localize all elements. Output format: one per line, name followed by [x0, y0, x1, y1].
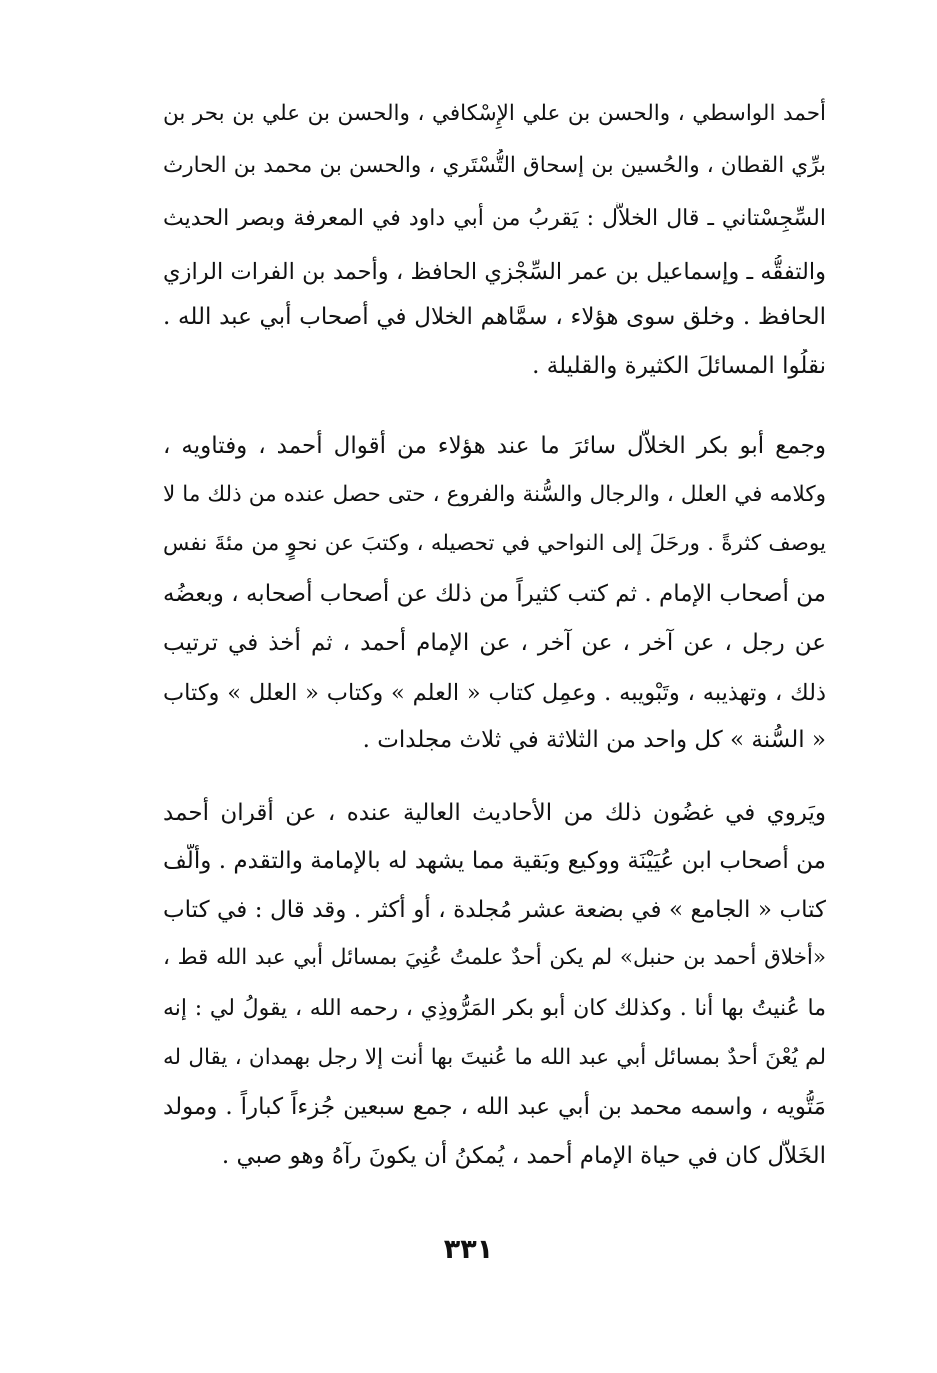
text-line: «أخلاق أحمد بن حنبل» لم يكن أحدٌ علمتُ عُنِيَ بمسائل أبي عبد الله قط ،	[163, 945, 826, 970]
text-line: ما عُنيتُ بها أنا . وكذلك كان أبو بكر المَرُّوذِي ، رحمه الله ، يقولُ لي : إنه	[163, 996, 826, 1021]
text-line: الخَلاَّل كان في حياة الإمام أحمد ، يُمكنُ أن يكونَ رآهُ وهو صبي .	[221, 1143, 826, 1169]
text-line: مَتُّويه ، واسمه محمد بن أبي عبد الله ، جمع سبعين جُزءاً كباراً . ومولد	[163, 1094, 826, 1120]
text-line: نقلُوا المسائلَ الكثيرة والقليلة .	[532, 353, 826, 379]
text-line: لم يُعْنَ أحدٌ بمسائل أبي عبد الله ما عُنيتَ بها أنت إلا رجل بهمدان ، يقال له	[163, 1045, 826, 1070]
text-line: من أصحاب الإمام . ثم كتب كثيراً من ذلك عن أصحاب أصحابه ، وبعضُه	[163, 581, 826, 607]
text-line: ذلك ، وتهذيبه ، وتَبْويبه . وعمِل كتاب « العلم » وكتاب « العلل » وكتاب	[163, 680, 826, 706]
page-number: ٣٣١	[443, 1234, 494, 1265]
text-line: من أصحاب ابن عُيَيْنَة ووكيع وبَقية مما يشهد له بالإمامة والتقدم . وألَّف	[163, 848, 826, 874]
text-line: عن رجل ، عن آخر ، عن آخر ، عن الإمام أحمد ، ثم أخذ في ترتيب	[163, 630, 826, 656]
text-line: ويَروي في غضُون ذلك من الأحاديث العالية عنده ، عن أقران أحمد	[163, 800, 826, 826]
text-line: يوصف كثرةً . ورحَلَ إلى النواحي في تحصيله ، وكتبَ عن نحوٍ من مئةَ نفس	[163, 531, 826, 556]
text-line: « السُّنة » كل واحد من الثلاثة في ثلاث مجلدات .	[362, 727, 826, 753]
text-line: وجمع أبو بكر الخلاَّل سائرَ ما عند هؤلاء من أقوال أحمد ، وفتاويه ،	[163, 433, 826, 459]
text-line: الحافظ . وخلق سوى هؤلاء ، سمَّاهم الخلال في أصحاب أبي عبد الله .	[163, 304, 826, 330]
text-line: برِّي القطان ، والحُسين بن إسحاق التُّسْتَري ، والحسن بن محمد بن الحارث	[163, 153, 826, 178]
text-line: كتاب « الجامع » في بضعة عشر مُجلدة ، أو أكثر . وقد قال : في كتاب	[163, 897, 826, 923]
text-line: والتفقُّه ـ وإسماعيل بن عمر السِّجْزي الحافظ ، وأحمد بن الفرات الرازي	[163, 259, 826, 285]
text-line: السِّجِسْتاني ـ قال الخلاَّل : يَقربُ من أبي داود في المعرفة وبصر الحديث	[163, 206, 826, 231]
text-line: أحمد الواسطي ، والحسن بن علي الإِسْكافي ، والحسن بن علي بن بحر بن	[163, 101, 826, 126]
text-line: وكلامه في العلل ، والرجال والسُّنة والفروع ، حتى حصل عنده من ذلك ما لا	[163, 482, 826, 507]
